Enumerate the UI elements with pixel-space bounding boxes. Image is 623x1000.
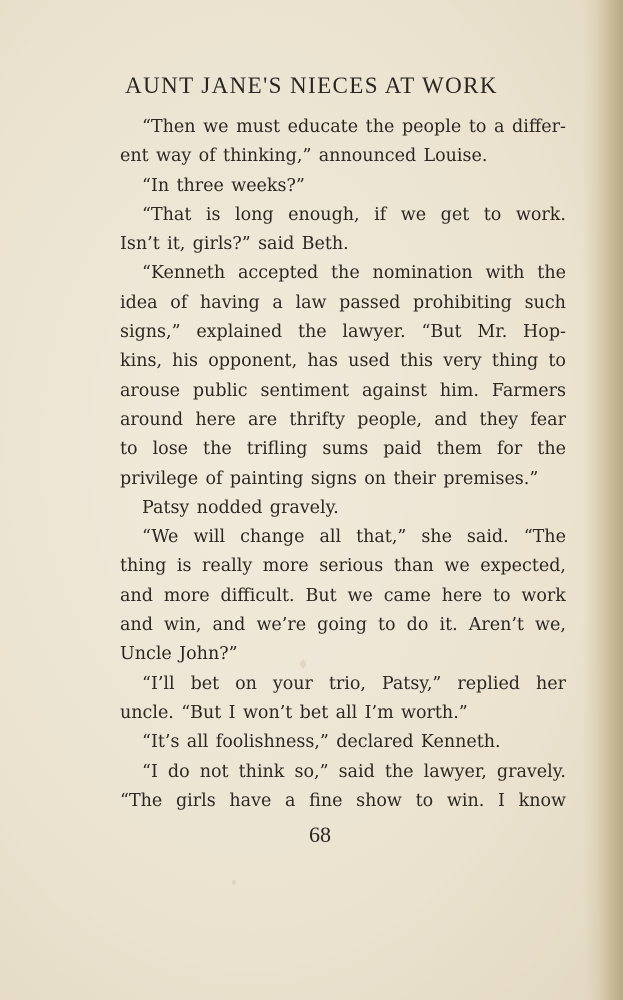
word: thinking,” [223, 146, 312, 167]
word: win, [163, 615, 202, 636]
word: and [120, 615, 153, 636]
page-gutter-shadow [583, 0, 623, 1000]
word: “It’s [142, 732, 180, 753]
word: Hop- [523, 322, 566, 343]
word: Patsy,” [381, 673, 442, 694]
word: they [479, 409, 519, 430]
word: more [262, 556, 309, 577]
word: to [415, 790, 434, 811]
word: educate [287, 117, 359, 137]
word: it, [167, 234, 186, 255]
word: long [235, 204, 274, 225]
word: said [258, 234, 295, 255]
word: thrifty [289, 409, 346, 430]
word: do [167, 761, 190, 782]
word: “I’ll [142, 673, 175, 694]
word: has [307, 351, 339, 372]
word: really [202, 556, 253, 577]
word: going [317, 615, 367, 636]
word: Beth. [301, 234, 349, 255]
word: and [120, 585, 153, 606]
word: “In [142, 175, 170, 196]
word: idea [120, 292, 158, 313]
word: the [203, 439, 232, 460]
word: very [443, 351, 482, 372]
word: thing [120, 556, 167, 577]
word: so,” [294, 761, 329, 782]
text-line [120, 113, 566, 142]
word: kins, [120, 351, 163, 372]
word: having [199, 292, 260, 313]
word: she [421, 527, 452, 548]
word: I [497, 790, 505, 811]
word: of [205, 468, 223, 489]
text-line [120, 201, 566, 230]
text-line [120, 259, 566, 288]
word: lawyer. [342, 322, 406, 343]
word: “Kenneth [142, 263, 226, 284]
word: said. [466, 527, 509, 548]
word: three [176, 175, 224, 196]
word: “I [142, 761, 158, 782]
word: expected, [480, 556, 566, 577]
word: signs [310, 468, 357, 489]
word: of [170, 292, 188, 313]
word: sentiment [260, 380, 350, 401]
word: replied [457, 673, 521, 694]
text-line [120, 552, 566, 581]
word: and [212, 615, 246, 636]
word: gravely. [269, 497, 339, 518]
word: privilege [120, 468, 199, 489]
word: accepted [237, 263, 319, 284]
word: girls?” [192, 234, 251, 255]
word: the [297, 322, 327, 343]
word: lose [152, 439, 189, 460]
word: uncle. [120, 702, 174, 723]
word: we [203, 117, 229, 137]
word: to [483, 204, 502, 225]
word: trio, [328, 673, 366, 694]
word: came [383, 585, 431, 606]
text-line [120, 523, 566, 552]
text-line [120, 406, 566, 435]
word: “The [120, 790, 163, 811]
word: with [485, 263, 525, 284]
word: announced [318, 146, 417, 167]
word: I [228, 702, 236, 723]
word: painting [229, 468, 304, 489]
word: worth.” [401, 702, 468, 723]
word: the [537, 439, 566, 460]
word: all [186, 732, 209, 753]
word: lawyer, [423, 761, 487, 782]
word: such [524, 292, 566, 313]
word: the [331, 263, 360, 284]
word: we [400, 204, 427, 225]
word: to [468, 117, 487, 137]
page-number: 68 [309, 822, 331, 847]
text-line [120, 172, 566, 201]
word: opponent, [208, 351, 298, 372]
text-line [120, 670, 566, 699]
word: work [521, 585, 566, 606]
word: we, [535, 615, 566, 636]
text-line [120, 787, 566, 816]
word: around [120, 409, 184, 430]
word: a [272, 292, 283, 313]
word: Mr. [477, 322, 508, 343]
word: on [235, 673, 257, 694]
word: have [229, 790, 272, 811]
word: public [192, 380, 248, 401]
word: Isn’t [120, 234, 160, 255]
word: trifling [246, 439, 308, 460]
word: this [400, 351, 434, 372]
word: passed [339, 292, 401, 313]
word: “We [142, 527, 179, 548]
word: him. [439, 380, 479, 401]
word: John?” [179, 644, 238, 665]
word: will [193, 527, 226, 548]
word: the [537, 263, 566, 284]
word: win. [446, 790, 485, 811]
text-line [120, 289, 566, 318]
word: way [156, 146, 192, 167]
word: work. [515, 204, 566, 225]
word: weeks?” [231, 175, 305, 196]
word: more [163, 585, 210, 606]
word: against [361, 380, 427, 401]
word: not [199, 761, 229, 782]
word: is [205, 204, 221, 225]
word: think [238, 761, 285, 782]
word: foolishness,” [215, 732, 329, 753]
word: people [401, 117, 462, 137]
text-line [120, 465, 566, 494]
word: them [436, 439, 482, 460]
word: change [240, 527, 305, 548]
word: Aren’t [468, 615, 524, 636]
paper-stain [232, 880, 236, 885]
word: signs,” [120, 322, 181, 343]
word: Patsy [142, 497, 190, 518]
word: to [492, 585, 511, 606]
word: ent [120, 146, 149, 167]
word: differ- [512, 117, 566, 137]
text-line [120, 230, 566, 259]
word: said [338, 761, 375, 782]
word: here [195, 409, 236, 430]
word: bet [299, 702, 329, 723]
word: a [494, 117, 505, 137]
word: won’t [242, 702, 293, 723]
word: premises.” [443, 468, 539, 489]
word: do [406, 615, 429, 636]
word: Farmers [491, 380, 566, 401]
word: we [444, 556, 470, 577]
word: all [319, 527, 342, 548]
word: gravely. [496, 761, 566, 782]
text-line [120, 640, 566, 669]
word: his [172, 351, 199, 372]
word: is [176, 556, 192, 577]
word: it. [439, 615, 458, 636]
word: a [285, 790, 296, 811]
word: to [120, 439, 138, 460]
word: for [496, 439, 523, 460]
word: fine [309, 790, 343, 811]
word: difficult. [220, 585, 295, 606]
word: “The [523, 527, 566, 548]
word: bet [190, 673, 220, 694]
word: But [305, 585, 337, 606]
word: arouse [120, 380, 180, 401]
word: nomination [372, 263, 473, 284]
word: enough, [288, 204, 360, 225]
word: thing [491, 351, 539, 372]
word: on [364, 468, 387, 489]
word: are [247, 409, 278, 430]
word: get [440, 204, 470, 225]
body-text [120, 113, 566, 816]
word: the [365, 117, 395, 137]
word: we’re [256, 615, 307, 636]
text-line [120, 699, 566, 728]
text-line [120, 758, 566, 787]
text-line [120, 494, 566, 523]
word: law [295, 292, 327, 313]
text-line [120, 728, 566, 757]
word: “Then [142, 117, 196, 137]
word: Uncle [120, 644, 172, 665]
word: nodded [196, 497, 263, 518]
word: girls [175, 790, 216, 811]
word: here [441, 585, 483, 606]
word: know [518, 790, 566, 811]
word: used [348, 351, 390, 372]
word: people, [357, 409, 423, 430]
word: her [535, 673, 566, 694]
text-line [120, 582, 566, 611]
word: of [198, 146, 216, 167]
word: we [347, 585, 373, 606]
text-line [120, 318, 566, 347]
word: if [374, 204, 387, 225]
word: “But [421, 322, 462, 343]
word: that,” [356, 527, 407, 548]
word: declared [336, 732, 414, 753]
word: “That [142, 204, 192, 225]
word: must [236, 117, 280, 137]
text-line [120, 435, 566, 464]
text-line [120, 377, 566, 406]
word: explained [196, 322, 283, 343]
word: and [434, 409, 468, 430]
word: their [393, 468, 436, 489]
word: the [384, 761, 414, 782]
text-line [120, 142, 566, 171]
word: fear [530, 409, 566, 430]
word: to [548, 351, 566, 372]
word: paid [383, 439, 422, 460]
word: show [356, 790, 402, 811]
text-line [120, 347, 566, 376]
text-line [120, 611, 566, 640]
word: sums [322, 439, 369, 460]
running-head: AUNT JANE'S NIECES AT WORK [125, 73, 498, 98]
word: than [393, 556, 434, 577]
word: Louise. [423, 146, 488, 167]
word: prohibiting [413, 292, 512, 313]
word: your [272, 673, 313, 694]
word: “But [181, 702, 222, 723]
word: serious [319, 556, 384, 577]
word: Kenneth. [420, 732, 501, 753]
word: all [335, 702, 358, 723]
word: to [378, 615, 396, 636]
word: I’m [364, 702, 394, 723]
